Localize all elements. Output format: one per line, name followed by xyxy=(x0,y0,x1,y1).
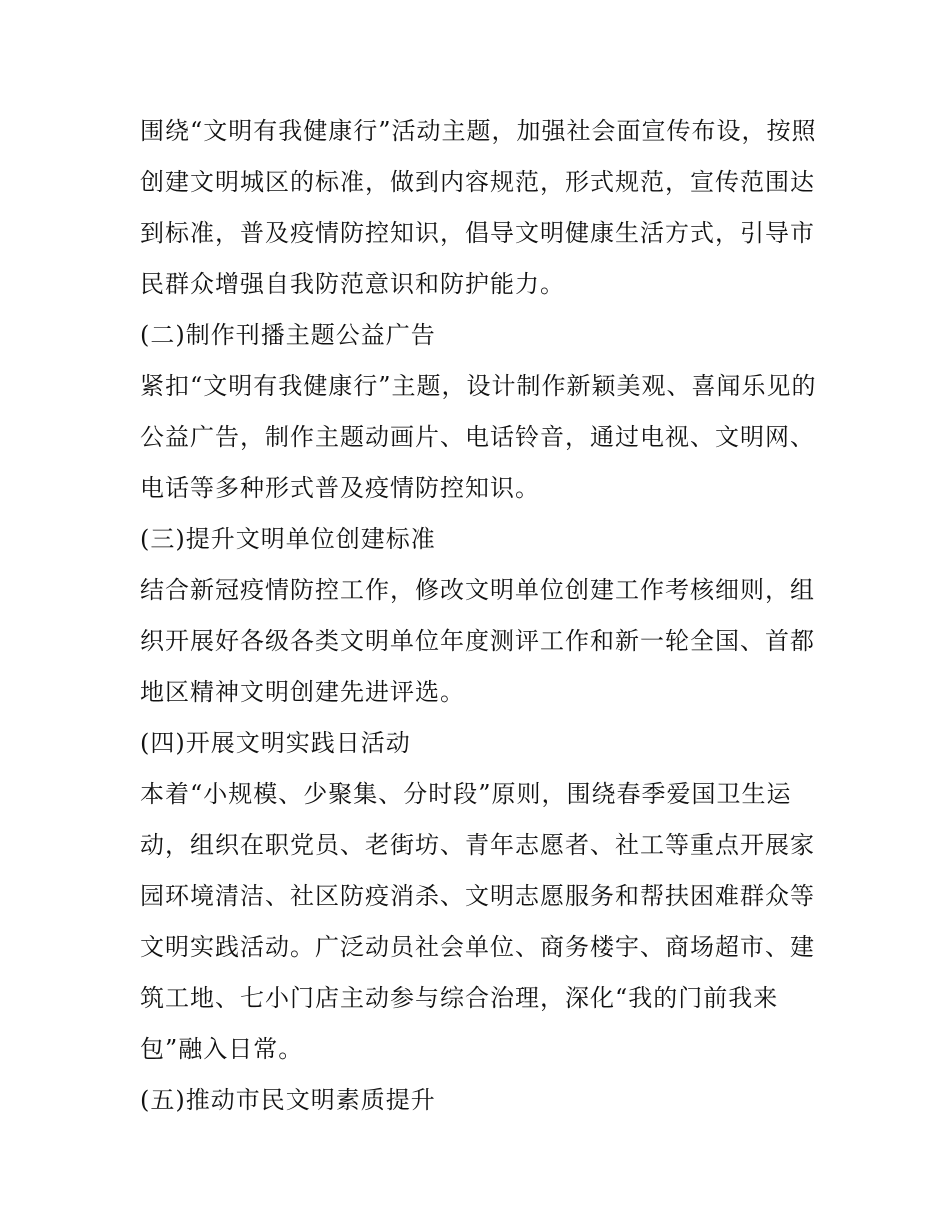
paragraph-4-line-6: 包”融入日常。 xyxy=(140,1035,304,1063)
paragraph-3-line-1: 结合新冠疫情防控工作，修改文明单位创建工作考核细则，组 xyxy=(140,576,815,604)
paragraph-4-line-3: 园环境清洁、社区防疫消杀、文明志愿服务和帮扶困难群众等 xyxy=(140,882,815,910)
document-body xyxy=(140,106,820,1126)
paragraph-1-line-3: 到标准，普及疫情防控知识，倡导文明健康生活方式，引导市 xyxy=(140,219,815,247)
section-heading-4: (四)开展文明实践日活动 xyxy=(140,729,411,757)
paragraph-1-line-1: 围绕“文明有我健康行”活动主题，加强社会面宣传布设，按照 xyxy=(140,117,817,145)
paragraph-2-line-1: 紧扣“文明有我健康行”主题，设计制作新颖美观、喜闻乐见的 xyxy=(140,372,817,400)
paragraph-4-line-1: 本着“小规模、少聚集、分时段”原则，围绕春季爱国卫生运 xyxy=(140,780,792,808)
paragraph-4-line-4: 文明实践活动。广泛动员社会单位、商务楼宇、商场超市、建 xyxy=(140,933,815,961)
paragraph-2-line-3: 电话等多种形式普及疫情防控知识。 xyxy=(140,474,540,502)
section-heading-5: (五)推动市民文明素质提升 xyxy=(140,1086,436,1114)
paragraph-1-line-4: 民群众增强自我防范意识和防护能力。 xyxy=(140,270,565,298)
paragraph-2-line-2: 公益广告，制作主题动画片、电话铃音，通过电视、文明网、 xyxy=(140,423,815,451)
section-heading-3: (三)提升文明单位创建标准 xyxy=(140,525,436,553)
paragraph-4-line-2: 动，组织在职党员、老街坊、青年志愿者、社工等重点开展家 xyxy=(140,831,815,859)
paragraph-3-line-2: 织开展好各级各类文明单位年度测评工作和新一轮全国、首都 xyxy=(140,627,815,655)
paragraph-4-line-5: 筑工地、七小门店主动参与综合治理，深化“我的门前我来 xyxy=(140,984,779,1012)
section-heading-2: (二)制作刊播主题公益广告 xyxy=(140,321,436,349)
paragraph-3-line-3: 地区精神文明创建先进评选。 xyxy=(140,678,465,706)
paragraph-1-line-2: 创建文明城区的标准，做到内容规范，形式规范，宣传范围达 xyxy=(140,168,815,196)
